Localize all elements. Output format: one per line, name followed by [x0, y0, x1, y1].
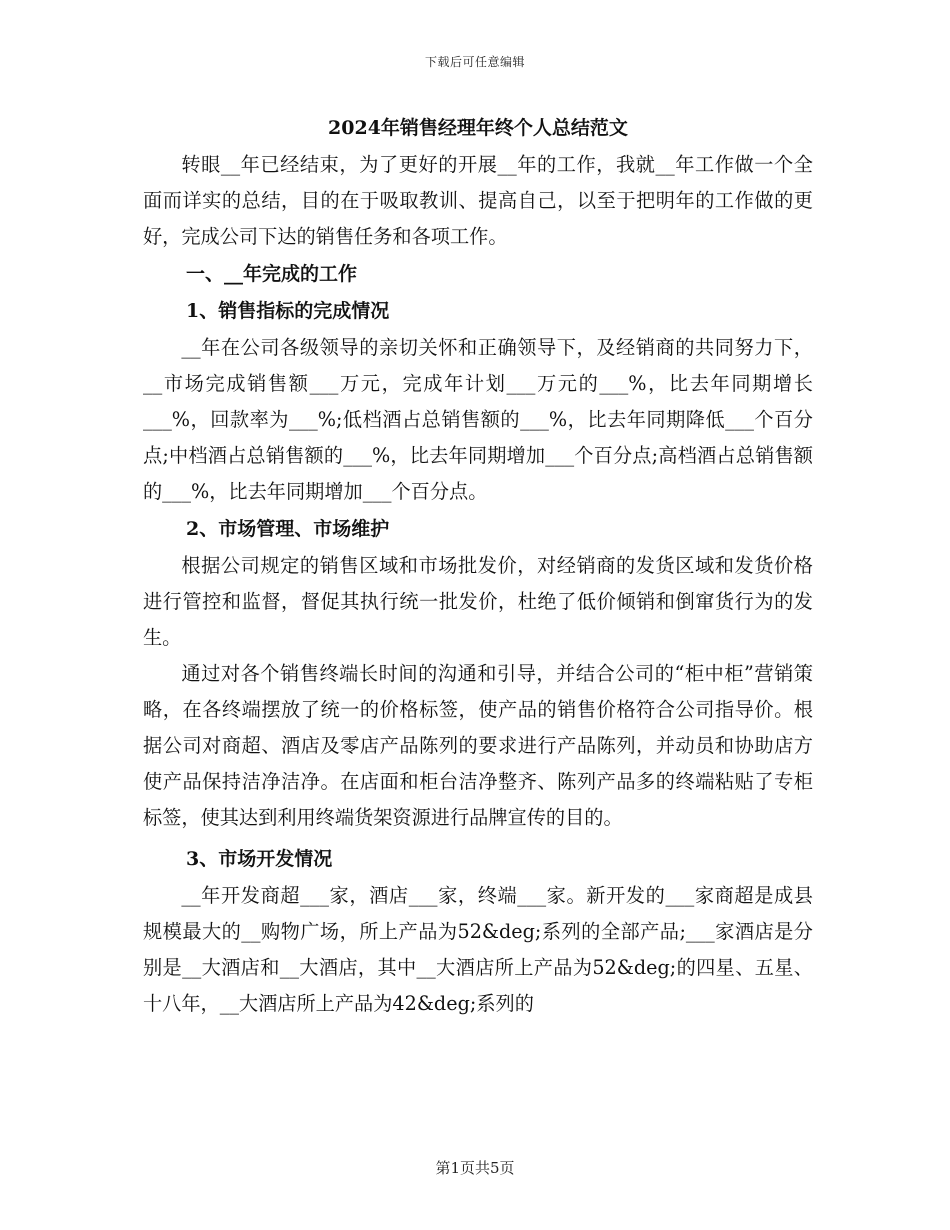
document-title: 2024年销售经理年终个人总结范文: [328, 117, 628, 139]
subsection-heading-1: 1、销售指标的完成情况: [186, 300, 390, 322]
subsection-heading-3: 3、市场开发情况: [186, 848, 333, 870]
section-heading-1: 一、__年完成的工作: [186, 263, 358, 285]
page-header-note: 下载后可任意编辑: [424, 55, 525, 69]
intro-paragraph: 转眼__年已经结束，为了更好的开展__年的工作，我就__年工作做一个全面而详实的总结，目的在于吸取教训、提高自己，以至于把明年的工作做的更好，完成公司下达的销售任务和各项工作。: [143, 153, 813, 248]
subsection-heading-2: 2、市场管理、市场维护: [186, 518, 390, 540]
page-footer-pagination: 第1页共5页: [435, 1159, 515, 1177]
market-development-paragraph: __年开发商超___家，酒店___家，终端___家。新开发的___家商超是成县规模最大的__购物广场，所上产品为52&deg;系列的全部产品;___家酒店是分别是__大酒店和__大酒店，其中__大酒店所上产品为52&deg;的四星、五星、十八年，__大酒店所上产品为42&deg;系列的: [143, 884, 813, 1015]
document-body: [143, 110, 813, 1022]
market-management-paragraph-2: 通过对各个销售终端长时间的沟通和引导，并结合公司的“柜中柜”营销策略，在各终端摆放了统一的价格标签，使产品的销售价格符合公司指导价。根据公司对商超、酒店及零店产品陈列的要求进行产品陈列，并动员和协助店方使产品保持洁净洁净。在店面和柜台洁净整齐、陈列产品多的终端粘贴了专柜标签，使其达到利用终端货架资源进行品牌宣传的目的。: [143, 662, 813, 829]
sales-target-paragraph: __年在公司各级领导的亲切关怀和正确领导下，及经销商的共同努力下，__市场完成销售额___万元，完成年计划___万元的___%，比去年同期增长___%，回款率为___%;低档酒占总销售额的___%，比去年同期降低___个百分点;中档酒占总销售额的___%，比去年同期增加___个百分点;高档酒占总销售额的___%，比去年同期增加___个百分点。: [143, 336, 813, 503]
market-management-paragraph-1: 根据公司规定的销售区域和市场批发价，对经销商的发货区域和发货价格进行管控和监督，督促其执行统一批发价，杜绝了低价倾销和倒窜货行为的发生。: [143, 554, 813, 649]
